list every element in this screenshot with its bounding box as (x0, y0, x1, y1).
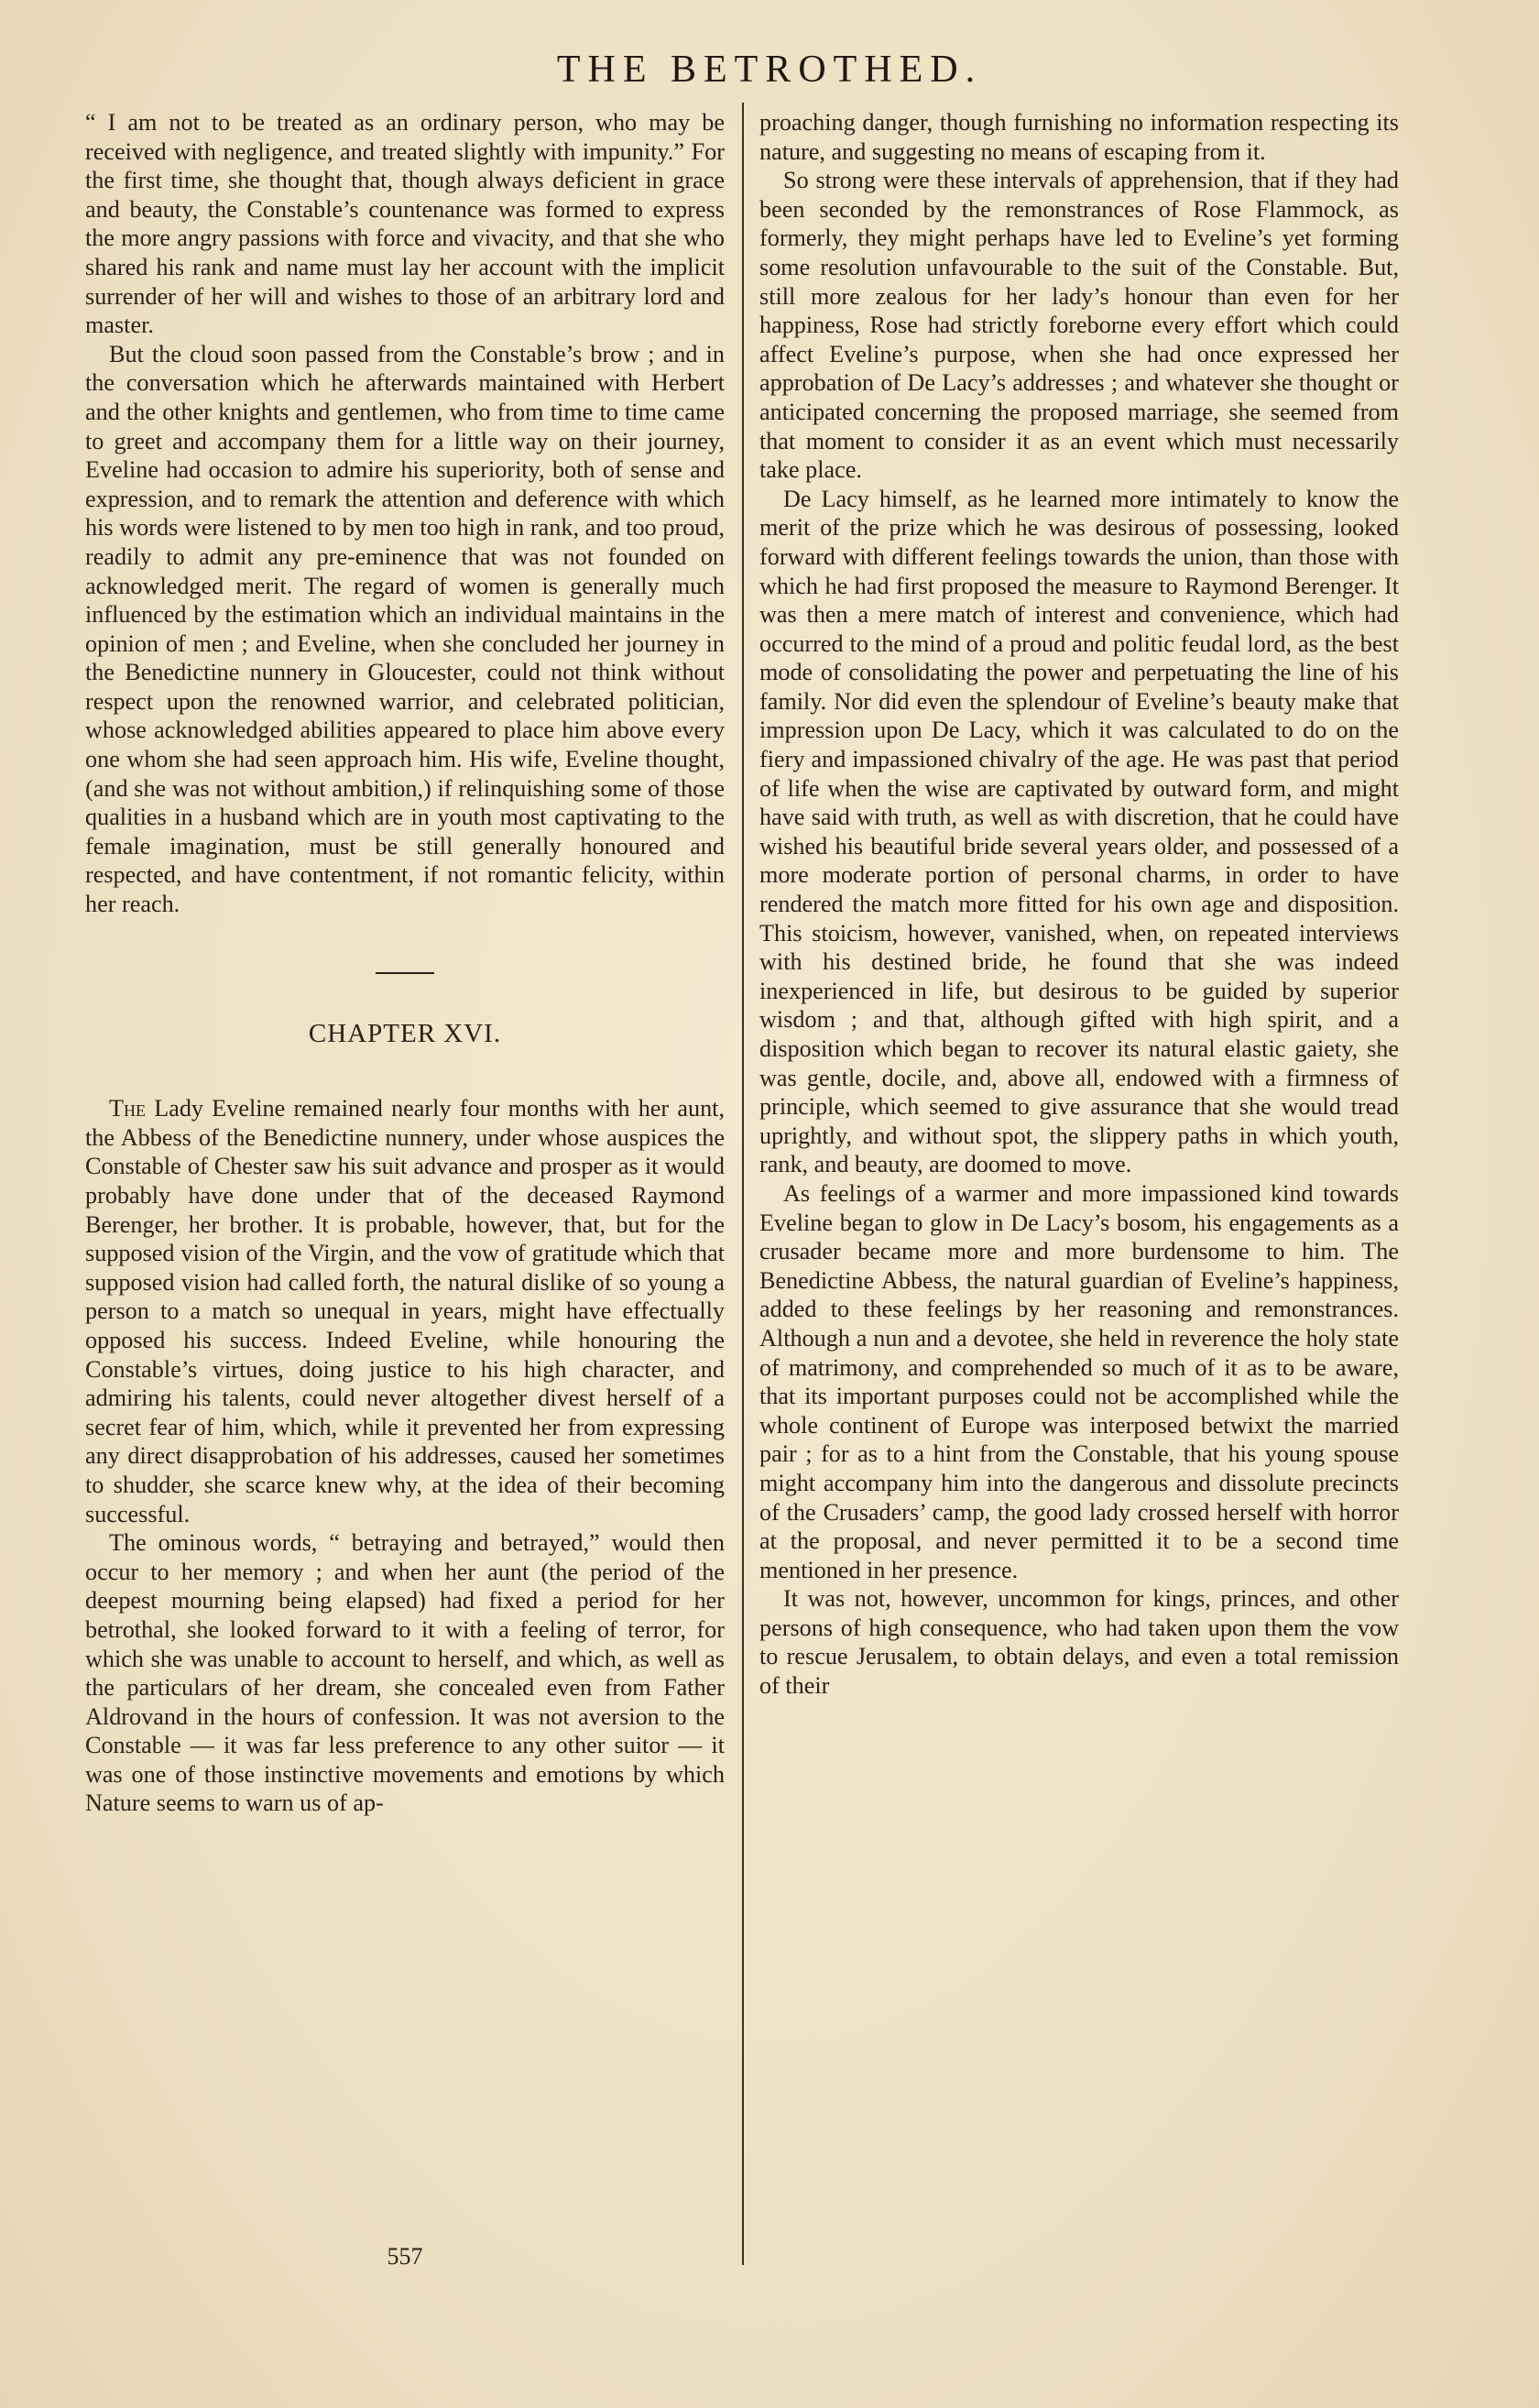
chapter-opening-paragraph (85, 1094, 725, 1528)
paragraph: So strong were these intervals of apprehension, that if they had been seconded by the remonstrances of Rose Flammock, as formerly, they might perhaps have led to Eveline’s yet forming some resolution unfavourable to the suit of the Constable. But, still more zealous for her lady’s honour than even for her happiness, Rose had strictly foreborne every effort which could affect Eveline’s purpose, when she had once expressed her approbation of De Lacy’s addresses ; and whatever she thought or anticipated concerning the proposed marriage, she seemed from that moment to consider it as an event which must necessarily take place. (759, 167, 1399, 484)
paragraph: proaching danger, though furnishing no information respecting its nature, and suggesting no means of escaping from it. (759, 109, 1399, 165)
chapter-opening-text: Lady Eveline remained nearly four months with her aunt, the Abbess of the Benedictine nunnery, under whose auspices the Constable of Chester saw his suit advance and prosper as it would probably have done under that of the deceased Raymond Berenger, her brother. It is probable, however, that, but for the supposed vision of the Virgin, and the vow of gratitude which that supposed vision had called forth, the natural dislike of so young a person to a match so unequal in years, might have effectually opposed his success. Indeed Eveline, while honouring the Constable’s virtues, doing justice to his high character, and admiring his talents, could never altogether divest herself of a secret fear of him, which, while it prevented her from expressing any direct disapprobation of his addresses, caused her sometimes to shudder, she scarce knew why, at the idea of their becoming successful. (85, 1095, 725, 1527)
paragraph: But the cloud soon passed from the Constable’s brow ; and in the conversation which he afterwards maintained with Herbert and the other knights and gentlemen, who from time to time came to greet and accompany them for a little way on their journey, Eveline had occasion to admire his superiority, both of sense and expression, and to remark the attention and deference with which his words were listened to by men too high in rank, and too proud, readily to admit any pre-eminence that was not founded on acknowledged merit. The regard of women is generally much influenced by the estimation which an individual maintains in the opinion of men ; and Eveline, when she concluded her journey in the Benedictine nunnery in Gloucester, could not think without respect upon the renowned warrior, and celebrated politician, whose acknowledged abilities appeared to place him above every one whom she had seen approach him. His wife, Eveline thought, (and she was not without ambition,) if relinquishing some of those qualities in a husband which are in youth most captivating to the female imagination, must be still generally honoured and respected, and have contentment, if not romantic felicity, within her reach. (85, 340, 725, 918)
section-separator (376, 972, 434, 974)
paragraph: It was not, however, uncommon for kings, princes, and other persons of high consequence, who had taken upon them the vow to rescue Jerusalem, to obtain delays, and even a total remission of their (759, 1585, 1399, 1700)
left-column (85, 108, 725, 1818)
paragraph: “ I am not to be treated as an ordinary person, who may be received with negligence, and treated slightly with impunity.” For the first time, she thought that, though always deficient in grace and beauty, the Constable’s countenance was formed to express the more angry passions with force and vivacity, and that she who shared his rank and name must lay her account with the implicit surrender of her will and wishes to those of an arbitrary lord and master. (85, 109, 725, 339)
column-divider (742, 103, 744, 2265)
paragraph: De Lacy himself, as he learned more intimately to know the merit of the prize which he was desirous of possessing, looked forward with different feelings towards the union, than those with which he had first proposed the measure to Raymond Berenger. It was then a mere match of interest and convenience, which had occurred to the mind of a proud and politic feudal lord, as the best mode of consolidating the power and perpetuating the line of his family. Nor did even the splendour of Eveline’s beauty make that impression upon De Lacy, which it was calculated to do on the fiery and impassioned chivalry of the age. He was past that period of life when the wise are captivated by outward form, and might have said with truth, as well as with discretion, that he could have wished his beautiful bride several years older, and possessed of a more moderate portion of personal charms, in order to have rendered the match more fitted for his own age and disposition. This stoicism, however, vanished, when, on repeated interviews with his destined bride, he found that she was indeed inexperienced in life, but desirous to be guided by superior wisdom ; and that, although gifted with high spirit, and a disposition which began to recover its natural elastic gaiety, she was gentle, docile, and, above all, endowed with a firmness of principle, which seemed to give assurance that she would tread uprightly, and without spot, the slippery paths in which youth, rank, and beauty, are doomed to move. (759, 485, 1399, 1178)
page-number: 557 (387, 2243, 423, 2270)
paragraph: As feelings of a warmer and more impassioned kind towards Eveline began to glow in De Lacy’s bosom, his engagements as a crusader became more and more burdensome to him. The Benedictine Abbess, the natural guardian of Eveline’s happiness, added to these feelings by her reasoning and remonstrances. Although a nun and a devotee, she held in reverence the holy state of matrimony, and comprehended so much of it as to be aware, that its important purposes could not be accomplished while the whole continent of Europe was interposed betwixt the married pair ; for as to a hint from the Constable, that his young spouse might accompany him into the dangerous and dissolute precincts of the Crusaders’ camp, the good lady crossed herself with horror at the proposal, and never permitted it to be a second time mentioned in her presence. (759, 1179, 1399, 1583)
right-column (759, 108, 1399, 1701)
paragraph: The ominous words, “ betraying and betrayed,” would then occur to her memory ; and when her aunt (the period of the deepest mourning being elapsed) had fixed a period for her betrothal, she looked forward to it with a feeling of terror, for which she was unable to account to herself, and which, as well as the particulars of her dream, she concealed even from Father Aldrovand in the hours of confession. It was not aversion to the Constable — it was far less preference to any other suitor — it was one of those instinctive movements and emotions by which Nature seems to warn us of ap- (85, 1529, 725, 1817)
running-title: THE BETROTHED. (556, 49, 983, 91)
chapter-heading: CHAPTER XVI. (308, 1018, 502, 1048)
chapter-first-word: The (109, 1095, 146, 1122)
